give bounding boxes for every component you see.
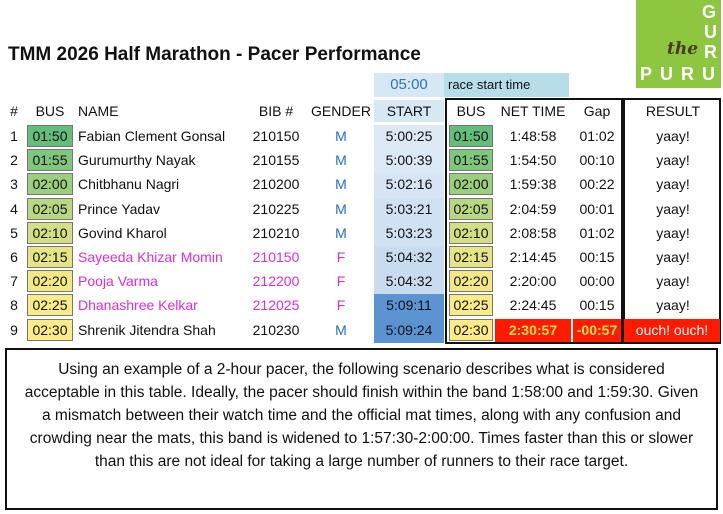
- row-3-num: 3: [10, 176, 18, 193]
- row-9-start: 5:09:24: [374, 319, 444, 343]
- guru-logo: G U R P U R U the: [636, 0, 721, 88]
- row-6-name: Sayeeda Khizar Momin: [78, 249, 223, 265]
- header-gender: GENDER: [311, 103, 371, 119]
- row-3-gap: 00:22: [579, 176, 615, 193]
- row-1-net-time: 1:48:58: [509, 128, 557, 144]
- row-6-gap: 00:15: [579, 249, 615, 265]
- row-9-bus2: 02:30: [449, 319, 493, 341]
- race-start-label: race start time: [444, 73, 569, 97]
- row-9-num: 9: [10, 321, 18, 338]
- row-9-net-time: 2:30:57: [495, 319, 571, 342]
- row-3-name: Chitbhanu Nagri: [78, 176, 180, 193]
- row-8-gap: 00:15: [579, 297, 615, 314]
- row-4-result: yaay!: [656, 200, 690, 217]
- row-5-net-time: 2:08:58: [509, 224, 557, 241]
- row-4-bib: 210225: [252, 200, 300, 217]
- row-9-bus: 02:30: [27, 319, 73, 341]
- row-5-gender: M: [335, 224, 347, 241]
- row-9-gap: -00:57: [573, 319, 621, 342]
- row-7-result: yaay!: [656, 273, 690, 290]
- row-9-result: ouch! ouch!: [624, 319, 720, 342]
- row-6-num: 6: [10, 249, 18, 265]
- row-6-net-time: 2:14:45: [509, 249, 557, 265]
- row-8-name: Dhanashree Kelkar: [78, 297, 198, 314]
- row-2-gender: M: [335, 152, 347, 169]
- row-7-name: Pooja Varma: [78, 273, 158, 290]
- row-3-start: 5:02:16: [374, 173, 444, 197]
- row-5-result: yaay!: [656, 224, 690, 241]
- row-6-bib: 210150: [252, 249, 300, 265]
- row-1-num: 1: [10, 128, 18, 144]
- row-1-gap: 01:02: [579, 128, 615, 144]
- row-1-start: 5:00:25: [374, 125, 444, 149]
- row-4-bus2: 02:05: [449, 198, 493, 220]
- row-4-gender: M: [335, 200, 347, 217]
- row-3-net-time: 1:59:38: [509, 176, 557, 193]
- row-2-result: yaay!: [656, 152, 690, 169]
- row-2-bus: 01:55: [27, 149, 73, 171]
- row-5-bib: 210210: [252, 224, 300, 241]
- row-5-bus2: 02:10: [449, 222, 493, 244]
- row-7-bus2: 02:20: [449, 270, 493, 292]
- row-8-bus2: 02:25: [449, 294, 493, 316]
- explanation-note: Using an example of a 2-hour pacer, the following scenario describes what is considered acceptable in this table. Ideally, the pacer should finish within the band 1:58:00 and 1:59:30. Given a mismatch between their watch time and the official mat times, along with any confusion and crowding near the mats, this band is widened to 1:57:30-2:00:00. Times faster than this or slower than this are not ideal for taking a large number of runners to their race target.: [5, 348, 718, 510]
- row-2-name: Gurumurthy Nayak: [78, 152, 196, 169]
- row-3-gender: M: [335, 176, 347, 193]
- row-1-bus: 01:50: [27, 125, 73, 147]
- row-9-name: Shrenik Jitendra Shah: [78, 321, 216, 338]
- row-8-bus: 02:25: [27, 294, 73, 316]
- header-bus: BUS: [35, 103, 65, 119]
- row-7-net-time: 2:20:00: [509, 273, 557, 290]
- row-2-net-time: 1:54:50: [509, 152, 557, 169]
- row-4-name: Prince Yadav: [78, 200, 160, 217]
- header-net-time: NET TIME: [500, 103, 566, 119]
- header-num: #: [10, 103, 18, 119]
- row-7-bib: 212200: [252, 273, 300, 290]
- row-8-bib: 212025: [252, 297, 300, 314]
- row-7-bus: 02:20: [27, 270, 73, 292]
- header-start: START: [374, 100, 444, 122]
- row-9-gender: M: [335, 321, 347, 338]
- row-7-gap: 00:00: [579, 273, 615, 290]
- row-4-bus: 02:05: [27, 198, 73, 220]
- header-name: NAME: [78, 103, 119, 119]
- header-bus2: BUS: [456, 103, 486, 119]
- row-4-start: 5:03:21: [374, 198, 444, 222]
- row-1-result: yaay!: [656, 128, 690, 144]
- row-6-bus2: 02:15: [449, 246, 493, 268]
- row-6-bus: 02:15: [27, 246, 73, 268]
- row-8-net-time: 2:24:45: [509, 297, 557, 314]
- row-2-gap: 00:10: [579, 152, 615, 169]
- row-3-bus: 02:00: [27, 173, 73, 195]
- page-title: TMM 2026 Half Marathon - Pacer Performance: [8, 44, 421, 65]
- row-8-result: yaay!: [656, 297, 690, 314]
- row-7-gender: F: [336, 273, 346, 290]
- row-3-result: yaay!: [656, 176, 690, 193]
- row-8-gender: F: [336, 297, 346, 314]
- row-2-start: 5:00:39: [374, 149, 444, 173]
- row-2-num: 2: [10, 152, 18, 169]
- row-9-bib: 210230: [252, 321, 300, 338]
- row-1-bib: 210150: [252, 128, 300, 144]
- row-4-num: 4: [10, 200, 18, 217]
- row-6-start: 5:04:32: [374, 246, 444, 270]
- header-result: RESULT: [645, 103, 701, 119]
- row-8-start: 5:09:11: [374, 294, 444, 318]
- row-5-start: 5:03:23: [374, 222, 444, 246]
- race-start-value: 05:00: [374, 73, 444, 97]
- row-6-gender: F: [336, 249, 346, 265]
- header-gap: Gap: [583, 103, 611, 119]
- row-4-gap: 00:01: [579, 200, 615, 217]
- row-6-result: yaay!: [656, 249, 690, 265]
- header-bib: BIB #: [258, 103, 294, 119]
- row-5-gap: 01:02: [579, 224, 615, 241]
- row-5-bus: 02:10: [27, 222, 73, 244]
- row-2-bib: 210155: [252, 152, 300, 169]
- row-5-name: Govind Kharol: [78, 224, 167, 241]
- row-1-bus2: 01:50: [449, 125, 493, 147]
- row-1-gender: M: [335, 128, 347, 144]
- row-1-name: Fabian Clement Gonsal: [78, 128, 226, 144]
- row-3-bus2: 02:00: [449, 173, 493, 195]
- row-4-net-time: 2:04:59: [509, 200, 557, 217]
- row-7-start: 5:04:32: [374, 270, 444, 294]
- row-3-bib: 210200: [252, 176, 300, 193]
- row-7-num: 7: [10, 273, 18, 290]
- row-8-num: 8: [10, 297, 18, 314]
- row-2-bus2: 01:55: [449, 149, 493, 171]
- row-5-num: 5: [10, 224, 18, 241]
